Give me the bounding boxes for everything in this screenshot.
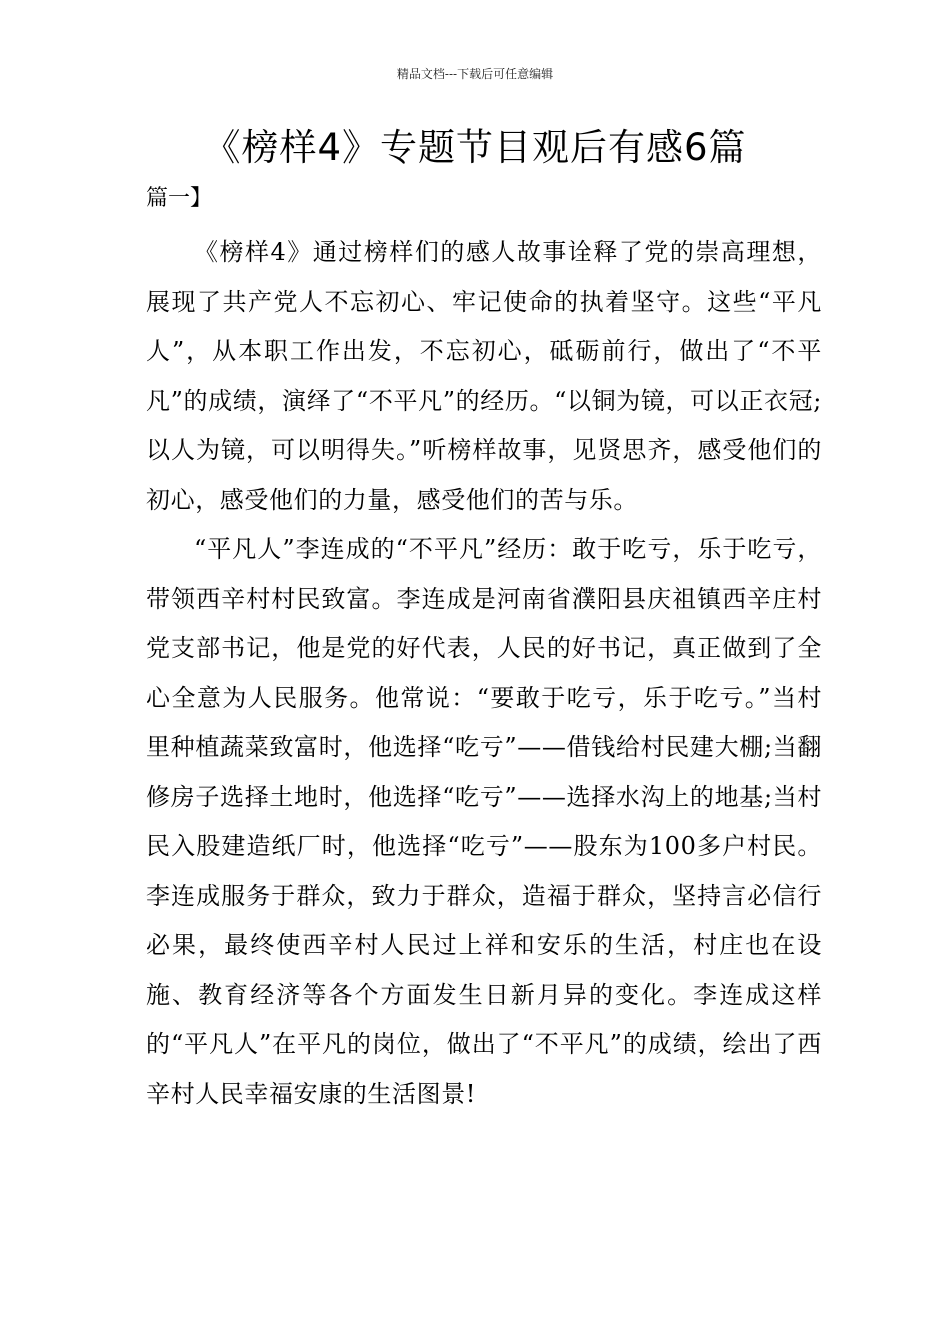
- body-text: [146, 228, 822, 1119]
- section-label: 篇一】: [146, 186, 213, 211]
- paragraph-1: 《榜样4》通过榜样们的感人故事诠释了党的崇高理想，展现了共产党人不忘初心、牢记使命的执着坚守。这些“平凡人”，从本职工作出发，不忘初心，砥砺前行，做出了“不平凡”的成绩，演绎了“不平凡”的经历。“以铜为镜，可以正衣冠;以人为镜，可以明得失。”听榜样故事，见贤思齐，感受他们的初心，感受他们的力量，感受他们的苦与乐。: [146, 238, 822, 514]
- document-title: 《榜样4》专题节目观后有感6篇: [203, 126, 747, 169]
- header-note: 精品文档---下载后可任意编辑: [396, 67, 554, 81]
- paragraph-2: “平凡人”李连成的“不平凡”经历：敢于吃亏，乐于吃亏，带领西辛村村民致富。李连成是河南省濮阳县庆祖镇西辛庄村党支部书记，他是党的好代表，人民的好书记，真正做到了全心全意为人民服务。他常说：“要敢于吃亏，乐于吃亏。”当村里种植蔬菜致富时，他选择“吃亏”——借钱给村民建大棚;当翻修房子选择土地时，他选择“吃亏”——选择水沟上的地基;当村民入股建造纸厂时，他选择“吃亏”——股东为100多户村民。李连成服务于群众，致力于群众，造福于群众，坚持言必信行必果，最终使西辛村人民过上祥和安乐的生活，村庄也在设施、教育经济等各个方面发生日新月异的变化。李连成这样的“平凡人”在平凡的岗位，做出了“不平凡”的成绩，绘出了西辛村人民幸福安康的生活图景!: [146, 535, 822, 1108]
